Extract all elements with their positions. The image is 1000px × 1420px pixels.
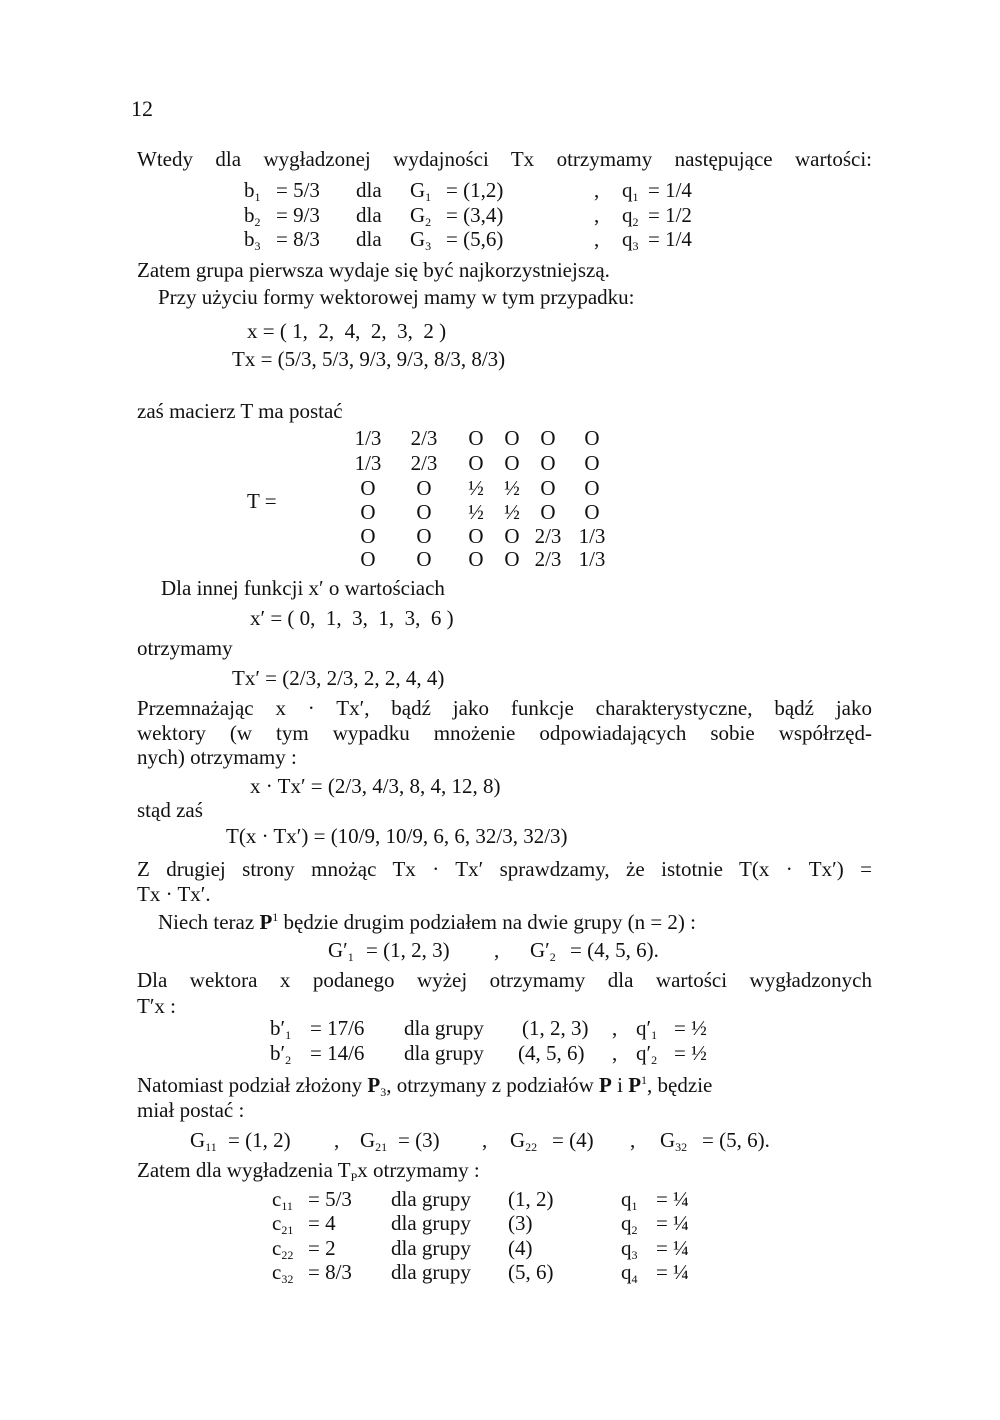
z-drugiej-line-2: Tx · Tx′. (137, 882, 211, 906)
q-label: $q_3$ (622, 227, 639, 253)
matrix-cell: O (540, 451, 556, 475)
matrix-cell: O (504, 426, 520, 450)
matrix-cell: 2/3 (410, 451, 438, 475)
matrix-cell: O (360, 547, 376, 571)
przem-line-3: nych) otrzymamy : (137, 745, 297, 769)
q-label: $q_1$ (622, 178, 639, 204)
b-value: = 5/3 (276, 178, 320, 202)
q-value: = 1/4 (648, 178, 692, 202)
b-label: $b_3$ (244, 227, 261, 253)
matrix-cell: O (504, 451, 520, 475)
matrix-cell: O (504, 524, 520, 548)
otrzymamy-word: otrzymamy (137, 636, 233, 660)
matrix-cell: O (360, 500, 376, 524)
matrix-cell: O (584, 451, 600, 475)
dla-wektora-sentence: Dla wektora x podanego wyżej otrzymamy dla wartości wygładzonych (137, 968, 872, 992)
matrix-cell: 1/3 (354, 426, 382, 450)
matrix-cell: O (416, 500, 432, 524)
g-value: = (3,4) (446, 203, 504, 227)
dla-word: dla (356, 203, 382, 227)
matrix-cell: ½ (468, 476, 484, 500)
matrix-cell: O (468, 426, 484, 450)
matrix-cell: O (584, 500, 600, 524)
g-label: $G_1$ (410, 178, 432, 204)
comma: , (594, 203, 600, 227)
mial-postac: miał postać : (137, 1098, 245, 1122)
b-value: = 8/3 (276, 227, 320, 251)
b-label: $b_2$ (244, 203, 261, 229)
matrix-cell: O (540, 476, 556, 500)
document-page: 12 Wtedy dla wygładzonej wydajności Tx otrzymamy następujące wartości: $b_1$ = 5/3 dla $G_1$ = (1,2) , $q_1$ = 1/4 $b_2$ = 9/3 dla $G_2$ = (3,4) , $q_2$ = 1/2 $b_3$ = 8/3 dla $G_3$ = (5,6) , $q_3$ = 1/4 Zatem grupa pierwsza wydaje się być najkorzystniejszą. Przy użyciu formy wektorowej mamy w tym przypadku: x = ( 1, 2, 4, 2, 3, 2 ) Tx = (5/3, 5/3, 9/3, 9/3, 8/3, 8/3) zaś macierz T ma postać T = 1/3 2/3 O O O O 1/3 2/3 O O O O O O ½ ½ O O O O ½ ½ O O O O O O 2/3 1/3 O O O O 2/3 1/3 Dla innej funkcji x′ o wartościach x′ = ( 0, 1, 3, 1, 3, 6 ) otrzymamy Tx′ = (2/3, 2/3, 2, 2, 4, 4) Przemnażając x · Tx′, bądź jako funkcje charakterystyczne, bądź jako wektory (w tym wypadku mnożenie odpowiadających sobie współrzęd- nych) otrzymamy : x · Tx′ = (2/3, 4/3, 8, 4, 12, 8) stąd zaś T(x · Tx′) = (10/9, 10/9, 6, 6, 32/3, 32/3) Z drugiej strony mnożąc Tx · Tx′ sprawdzamy, że istotnie T(x · Tx′) = Tx · Tx′. Niech teraz $P^1$ będzie drugim podziałem na dwie grupy (n = 2) : $G'_1$ = (1, 2, 3) , $G'_2$ = (4, 5, 6). Dla wektora x podanego wyżej otrzymamy dla wartości wygładzonych T′x : $b'_1$ = 17/6 dla grupy (1, 2, 3) , $q'_1$ = ½ $b'_2$ = 14/6 dla grupy (4, 5, 6) , $q'_2$ = ½ Natomiast podział złożony $P_3$, otrzymany z podziałów P i $P^1$, będzie miał postać : $G_{11}$ = (1, 2) , $G_{21}$ = (3) , $G_{22}$ = (4) , $G_{32}$ = (5, 6). Zatem dla wygładzenia $T_Px$ otrzymamy : $c_{11}$ = 5/3 dla grupy (1, 2) $q_1$ = ¼ $c_{21}$ = 4 dla grupy (3) $q_2$ = ¼ $c_{22}$ = 2 dla grupy (4) $q_3$ = ¼ $c_{32}$ = 8/3 dla grupy (5, 6) $q_4$ = ¼ (131, 96, 872, 1286)
matrix-cell: 1/3 (354, 451, 382, 475)
matrix-label: T = (247, 489, 277, 513)
q-label: $q_2$ (622, 203, 639, 229)
matrix-cell: O (360, 524, 376, 548)
matrix-cell: 1/3 (578, 524, 606, 548)
matrix-cell: O (416, 547, 432, 571)
matrix-cell: O (360, 476, 376, 500)
matrix-cell: ½ (504, 476, 520, 500)
zatem-sentence: Zatem grupa pierwsza wydaje się być najkorzystniejszą. (137, 258, 610, 282)
matrix-cell: O (584, 426, 600, 450)
txprime-equation: Tx′ = (2/3, 2/3, 2, 2, 4, 4) (232, 666, 445, 690)
t-x-txprime-equation: T(x · Tx′) = (10/9, 10/9, 6, 6, 32/3, 32/3) (226, 824, 568, 848)
matrix-cell: O (468, 451, 484, 475)
matrix-cell: O (468, 547, 484, 571)
natomiast-sentence: Natomiast podział złożony $P_3$, otrzymany z podziałów P i $P^1$, będzie (137, 1073, 713, 1099)
q-value: = 1/4 (648, 227, 692, 251)
q-value: = 1/2 (648, 203, 692, 227)
matrix-cell: ½ (468, 500, 484, 524)
b-value: = 9/3 (276, 203, 320, 227)
g-label: $G_3$ (410, 227, 432, 253)
przem-line-2: wektory (w tym wypadku mnożenie odpowiadających sobie współrzęd- (137, 721, 872, 745)
z-drugiej-line-1: Z drugiej strony mnożąc Tx · Tx′ sprawdzamy, że istotnie T(x · Tx′) = (137, 857, 872, 881)
page-number: 12 (131, 96, 153, 121)
intro-paragraph: Wtedy dla wygładzonej wydajności Tx otrzymamy następujące wartości: (137, 147, 872, 171)
matrix-cell: O (540, 500, 556, 524)
comma: , (594, 227, 600, 251)
matrix-cell: O (540, 426, 556, 450)
x-txprime-equation: x · Tx′ = (2/3, 4/3, 8, 4, 12, 8) (250, 774, 501, 798)
zas-sentence: zaś macierz T ma postać (137, 399, 343, 423)
niech-sentence: Niech teraz $P^1$ będzie drugim podziałem na dwie grupy (n = 2) : (158, 910, 696, 934)
dla-innej-sentence: Dla innej funkcji x′ o wartościach (161, 576, 445, 600)
matrix-cell: 2/3 (410, 426, 438, 450)
tx-equation: Tx = (5/3, 5/3, 9/3, 9/3, 8/3, 8/3) (232, 347, 506, 371)
x-equation: x = ( 1, 2, 4, 2, 3, 2 ) (247, 319, 447, 343)
matrix-cell: 2/3 (534, 524, 562, 548)
zatem-wygladzenia: Zatem dla wygładzenia $T_Px$ otrzymamy : (137, 1158, 480, 1184)
b-label: $b_1$ (244, 178, 261, 204)
matrix-cell: 2/3 (534, 547, 562, 571)
matrix-cell: ½ (504, 500, 520, 524)
przem-line-1: Przemnażając x · Tx′, bądź jako funkcje charakterystyczne, bądź jako (137, 696, 872, 720)
dla-word: dla (356, 178, 382, 202)
matrix-cell: O (504, 547, 520, 571)
matrix-cell: 1/3 (578, 547, 606, 571)
g-label: $G_2$ (410, 203, 432, 229)
g-value: = (5,6) (446, 227, 504, 251)
matrix-cell: O (584, 476, 600, 500)
xprime-equation: x′ = ( 0, 1, 3, 1, 3, 6 ) (250, 606, 454, 630)
matrix-cell: O (416, 524, 432, 548)
tprime-x: T′x : (137, 994, 177, 1018)
matrix-cell: O (416, 476, 432, 500)
dla-word: dla (356, 227, 382, 251)
matrix-cell: O (468, 524, 484, 548)
przy-sentence: Przy użyciu formy wektorowej mamy w tym przypadku: (158, 285, 635, 309)
comma: , (594, 178, 600, 202)
stad-zas: stąd zaś (137, 798, 203, 822)
g-value: = (1,2) (446, 178, 504, 202)
